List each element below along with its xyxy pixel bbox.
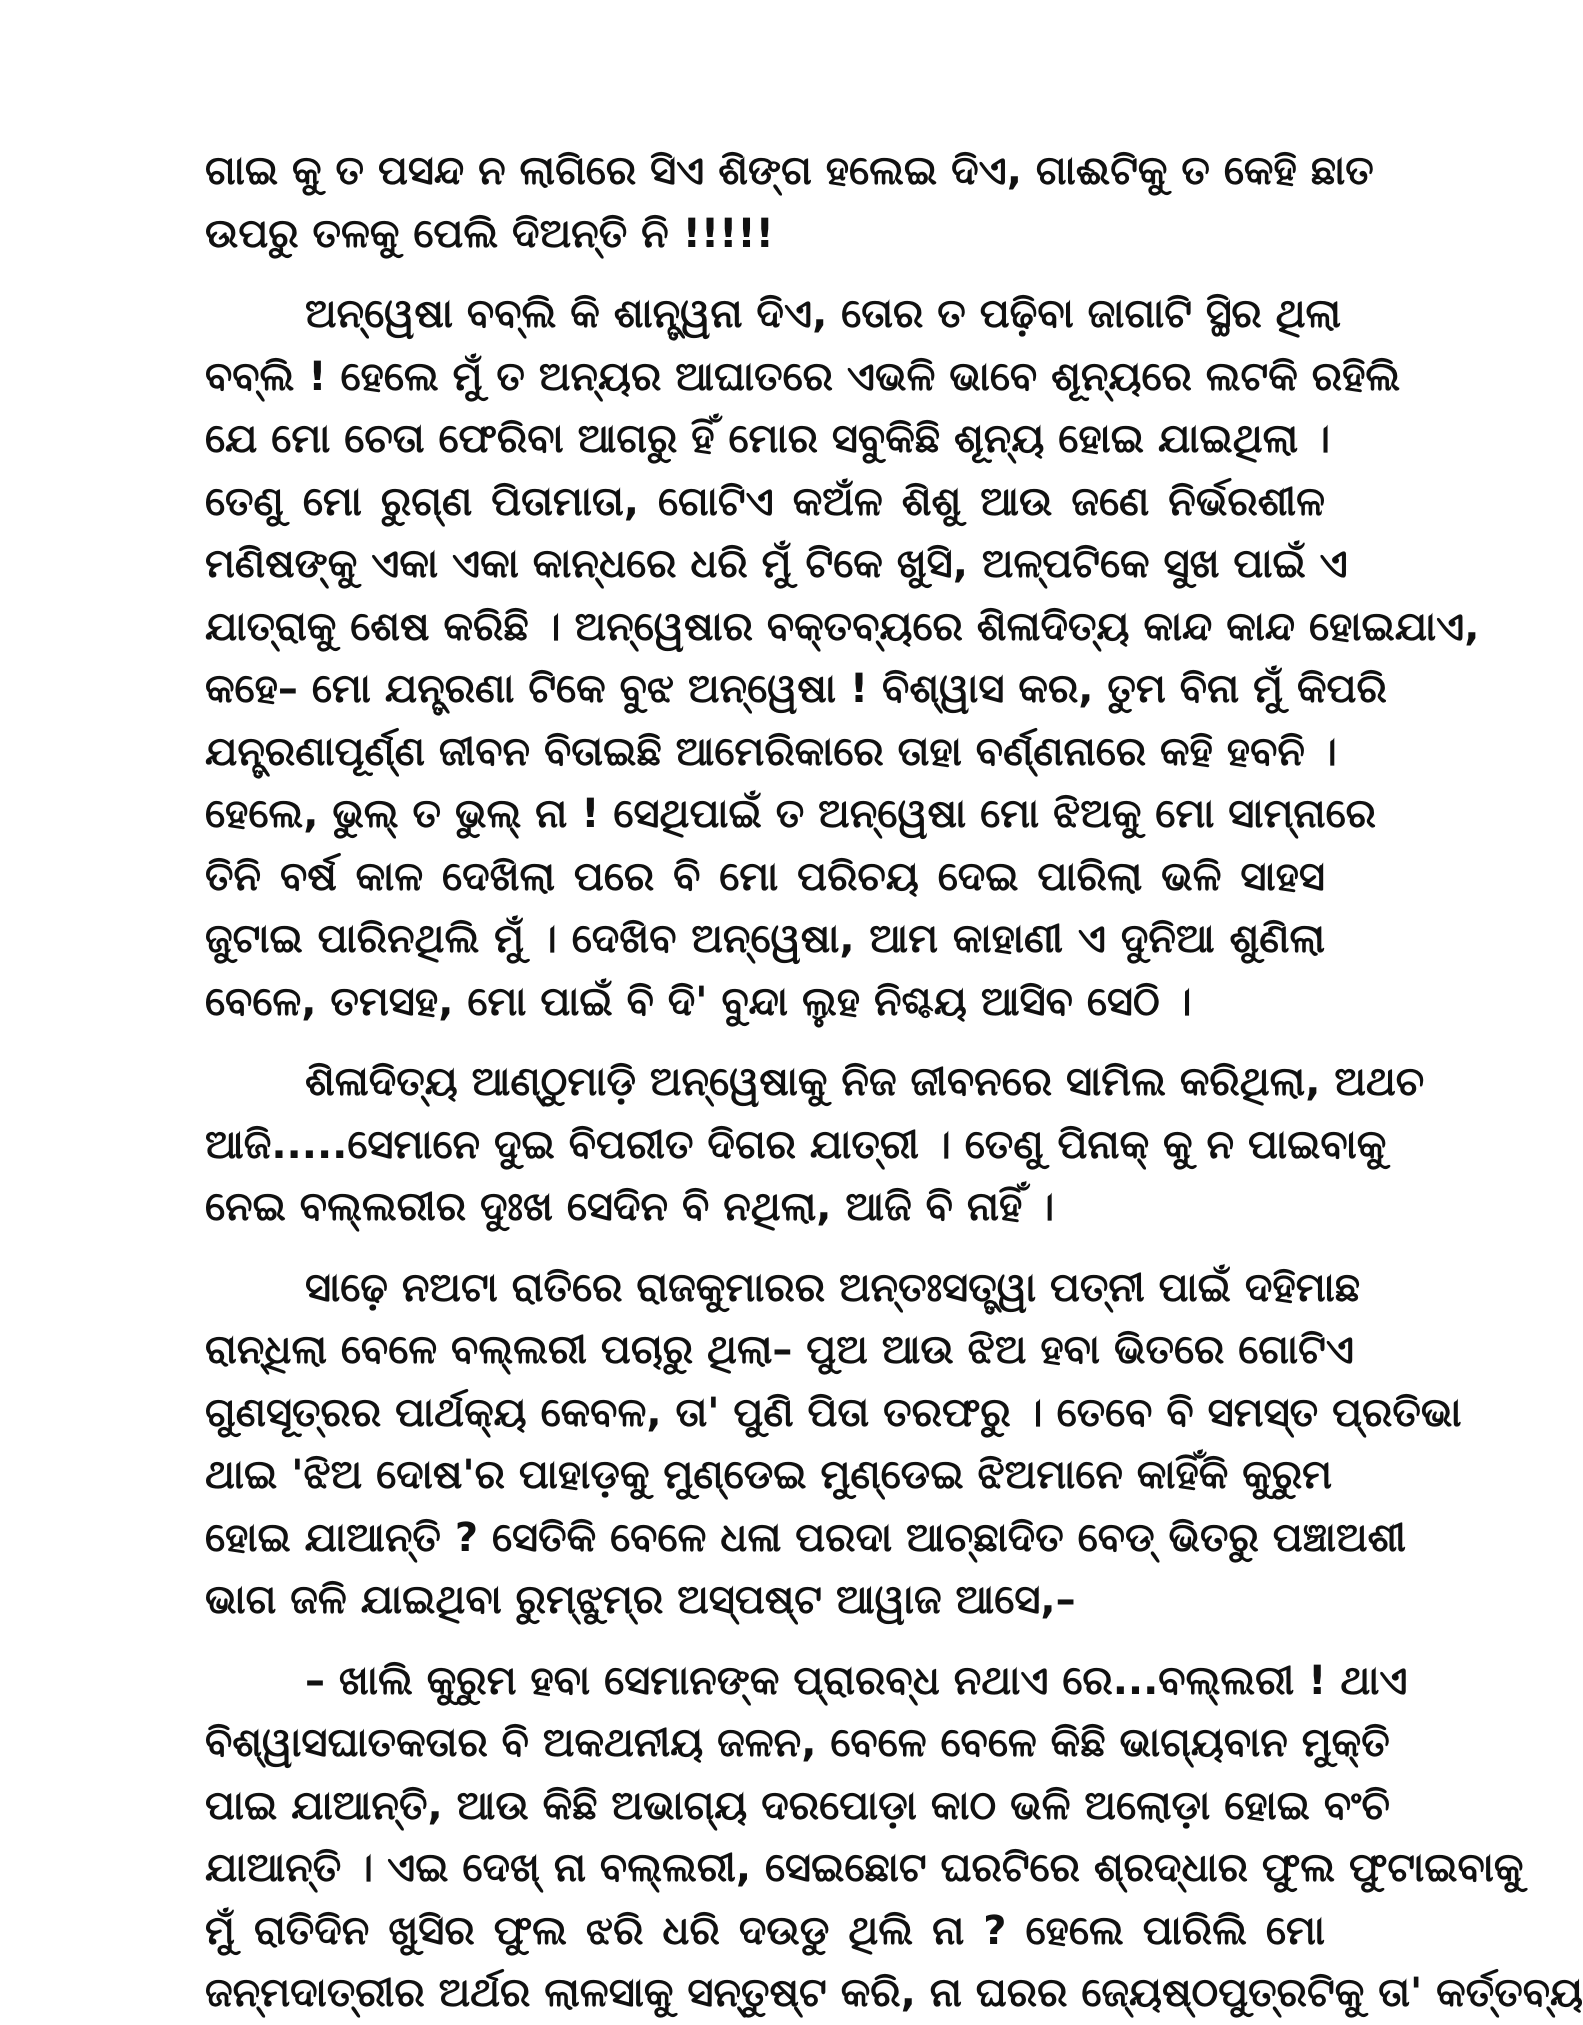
- text-line: ଜନ୍ମଦାତ୍ରୀର ଅର୍ଥର ଲାଳସାକୁ ସନ୍ତୁଷ୍ଟ କରି, ନା ଘରର ଜ୍ୟେଷ୍ଠପୁତ୍ରଟିକୁ ତା' କର୍ତ୍ତବ୍ୟ: [205, 1970, 1583, 2016]
- text-line: ବେଳେ, ତମସହ, ମୋ ପାଇଁ ବି ଦି' ବୁନ୍ଦା ଲୁହ ନିଶ୍ଚୟ ଆସିବ ସେଠି ।: [205, 978, 1192, 1025]
- paragraph-3: [205, 1051, 1425, 1239]
- text-line: ଯେ ମୋ ଚେତା ଫେରିବା ଆଗରୁ ହିଁ ମୋର ସବୁକିଛି ଶୂନ୍ୟ ହୋଇ ଯାଇଥିଲା ।: [205, 416, 1331, 462]
- text-line: – ଖାଲି କୁରୁମ ହବା ସେମାନଙ୍କ ପ୍ରାରବ୍ଧ ନଥାଏ ରେ...ବଲ୍ଲରୀ ! ଥାଏ: [305, 1657, 1408, 1704]
- text-line: ହୋଇ ଯାଆନ୍ତି ? ସେତିକି ବେଳେ ଧଳା ପରଦା ଆଚ୍ଛାଦିତ ବେଡ୍ ଭିତରୁ ପଞ୍ଚାଅଶୀ: [205, 1514, 1406, 1561]
- text-line: ରାନ୍ଧିଲା ବେଳେ ବଲ୍ଲରୀ ପଚାରୁ ଥିଲା– ପୁଅ ଆଉ ଝିଅ ହବା ଭିତରେ ଗୋଟିଏ: [205, 1327, 1354, 1373]
- text-line: ଉପରୁ ତଳକୁ ପେଲି ଦିଅନ୍ତି ନି !!!!!: [205, 210, 774, 257]
- text-line: ଅନ୍ୱେଷା ବବ୍ଲି କି ଶାନ୍ତ୍ୱନା ଦିଏ, ତୋର ତ ପଢ଼ିବା ଜାଗାଟି ସ୍ଥିର ଥିଲା: [305, 291, 1342, 337]
- text-line: ସାଢ଼େ ନଅଟା ରାତିରେ ରାଜକୁମାରର ଅନ୍ତଃସତ୍ତ୍ୱା ପତ୍ନୀ ପାଇଁ ଦହିମାଛ: [305, 1264, 1361, 1311]
- text-line: ମଣିଷଙ୍କୁ ଏକା ଏକା କାନ୍ଧରେ ଧରି ମୁଁ ଟିକେ ଖୁସି, ଅଳ୍ପଟିକେ ସୁଖ ପାଇଁ ଏ: [205, 541, 1348, 587]
- text-line: ଜୁଟାଇ ପାରିନଥିଲି ମୁଁ । ଦେଖିବ ଅନ୍ୱେଷା, ଆମ କାହାଣୀ ଏ ଦୁନିଆ ଶୁଣିଲା: [205, 916, 1325, 962]
- text-line: ତେଣୁ ମୋ ରୁଗ୍ଣ ପିତାମାତା, ଗୋଟିଏ କଅଁଳ ଶିଶୁ ଆଉ ଜଣେ ନିର୍ଭରଶୀଳ: [205, 478, 1325, 525]
- text-line: ବିଶ୍ୱାସଘାତକତାର ବି ଅକଥନୀୟ ଜଳନ, ବେଳେ ବେଳେ କିଛି ଭାଗ୍ୟବାନ ମୁକ୍ତି: [205, 1720, 1390, 1766]
- text-line: ଗୁଣସୂତ୍ରର ପାର୍ଥକ୍ୟ କେବଳ, ତା' ପୁଣି ପିତା ତରଫରୁ । ତେବେ ବି ସମସ୍ତ ପ୍ରତିଭା: [205, 1389, 1462, 1436]
- text-line: ପାଇ ଯାଆନ୍ତି, ଆଉ କିଛି ଅଭାଗ୍ୟ ଦରପୋଡ଼ା କାଠ ଭଳି ଅଲୋଡ଼ା ହୋଇ ବଂଚି: [205, 1782, 1390, 1829]
- text-line: ଥାଇ 'ଝିଅ ଦୋଷ'ର ପାହାଡ଼କୁ ମୁଣ୍ଡେଇ ମୁଣ୍ଡେଇ ଝିଅମାନେ କାହିଁକି କୁରୁମ: [205, 1452, 1333, 1498]
- text-line: ଯାଆନ୍ତି । ଏଇ ଦେଖ୍ ନା ବଲ୍ଲରୀ, ସେଇଛୋଟ ଘରଟିରେ ଶ୍ରଦ୍ଧାର ଫୁଲ ଫୁଟାଇବାକୁ: [205, 1845, 1524, 1891]
- text-line: ନେଇ ବଲ୍ଲରୀର ଦୁଃଖ ସେଦିନ ବି ନଥିଲା, ଆଜି ବି ନାହିଁ ।: [205, 1184, 1055, 1230]
- text-line: ମୁଁ ରାତିଦିନ ଖୁସିର ଫୁଲ ଝରି ଧରି ଦଉଡୁ ଥିଲି ନା ? ହେଲେ ପାରିଲି ମୋ: [205, 1907, 1325, 1954]
- paragraph-4: [205, 1257, 1462, 1632]
- text-line: ହେଲେ, ଭୁଲ୍ ତ ଭୁଲ୍ ନା ! ସେଥିପାଇଁ ତ ଅନ୍ୱେଷା ମୋ ଝିଅକୁ ମୋ ସାମ୍ନାରେ: [205, 791, 1376, 837]
- book-page: [205, 140, 1583, 2016]
- text-line: ଗାଇ କୁ ତ ପସନ୍ଦ ନ ଲାଗିରେ ସିଏ ଶିଙ୍ଗ ହଲେଇ ଦିଏ, ଗାଈଟିକୁ ତ କେହି ଛାତ: [205, 148, 1374, 194]
- text-line: ତିନି ବର୍ଷ କାଳ ଦେଖିଲା ପରେ ବି ମୋ ପରିଚୟ ଦେଇ ପାରିଲା ଭଳି ସାହସ: [205, 853, 1325, 900]
- paragraph-5: [205, 1650, 1583, 2025]
- text-line: ଶିଳାଦିତ୍ୟ ଆଣ୍ଠୁମାଡ଼ି ଅନ୍ୱେଷାକୁ ନିଜ ଜୀବନରେ ସାମିଲ କରିଥିଲା, ଅଥଚ: [305, 1059, 1425, 1105]
- text-line: କହେ– ମୋ ଯନ୍ତ୍ରଣା ଟିକେ ବୁଝ ଅନ୍ୱେଷା ! ବିଶ୍ୱାସ କର, ତୁମ ବିନା ମୁଁ କିପରି: [205, 666, 1387, 712]
- paragraph-2: [205, 283, 1480, 1033]
- text-line: ବବ୍ଲି ! ହେଲେ ମୁଁ ତ ଅନ୍ୟର ଆଘାତରେ ଏଭଳି ଭାବେ ଶୂନ୍ୟରେ ଲଟକି ରହିଲି: [205, 353, 1401, 400]
- paragraph-1: [205, 140, 1374, 265]
- text-line: ଯାତ୍ରାକୁ ଶେଷ କରିଛି । ଅନ୍ୱେଷାର ବକ୍ତବ୍ୟରେ ଶିଳାଦିତ୍ୟ କାନ୍ଦ କାନ୍ଦ ହୋଇଯାଏ,: [205, 603, 1480, 650]
- text-line: ଯନ୍ତ୍ରଣାପୂର୍ଣ୍ଣ ଜୀବନ ବିତାଇଛି ଆମେରିକାରେ ତାହା ବର୍ଣ୍ଣନାରେ କହି ହବନି ।: [205, 728, 1337, 775]
- text-line: ଭାଗ ଜଳି ଯାଇଥିବା ରୁମ୍‌ଝୁମ୍‌ର ଅସ୍ପଷ୍ଟ ଆୱାଜ ଆସେ,–: [205, 1577, 1076, 1623]
- text-line: ଆଜି.....ସେମାନେ ଦୁଇ ବିପରୀତ ଦିଗର ଯାତ୍ରୀ । ତେଣୁ ପିନାକ୍ କୁ ନ ପାଇବାକୁ: [205, 1121, 1387, 1168]
